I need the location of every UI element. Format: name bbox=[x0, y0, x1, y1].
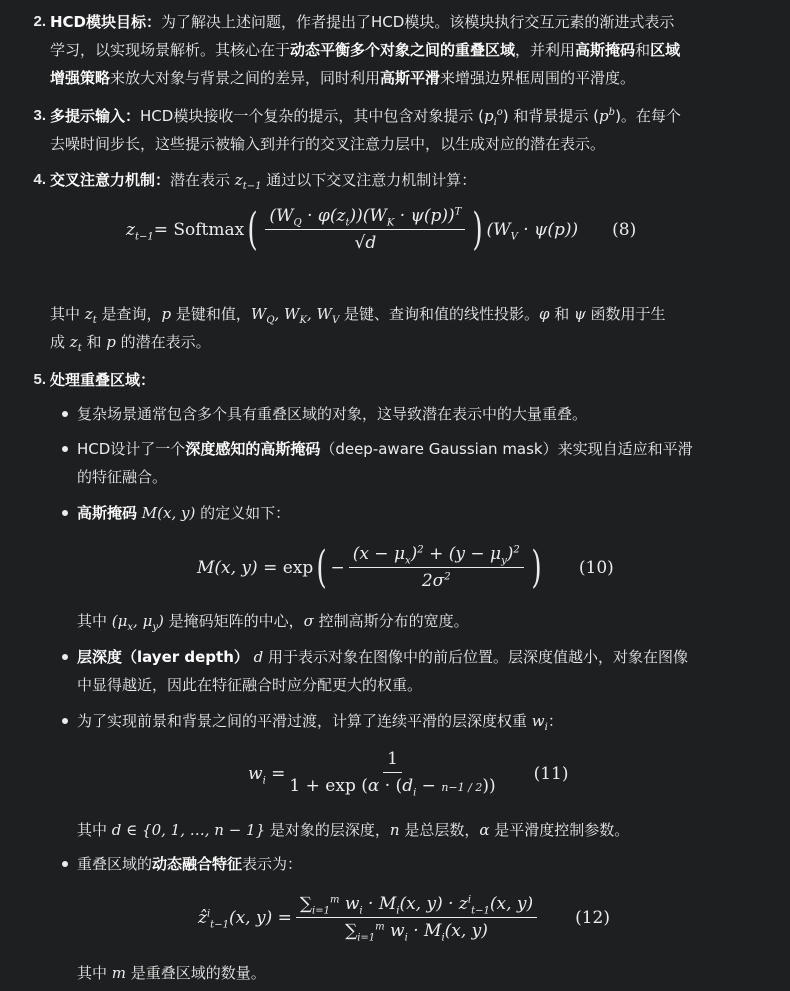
equation-number: (11) bbox=[533, 763, 569, 784]
text: 来放大对象与背景之间的差异，同时利用 bbox=[110, 69, 381, 87]
bold-text: 增强策略 bbox=[50, 69, 111, 87]
bold-text: 区域 bbox=[650, 41, 681, 59]
bullet-icon bbox=[62, 510, 68, 516]
text: 和 bbox=[549, 305, 575, 323]
text: 是键、查询和值的线性投影。 bbox=[339, 305, 539, 323]
bullet-icon bbox=[62, 411, 68, 417]
equation-10 bbox=[197, 543, 614, 592]
bold-text: 动态融合特征 bbox=[152, 855, 243, 873]
eq-tail: $(W_V \cdot \psi(p))$ bbox=[486, 219, 579, 242]
math: ($\mu_x$, $\mu_y$) bbox=[111, 612, 164, 633]
numerator: 1 bbox=[383, 748, 402, 773]
text: HCD模块接收一个复杂的提示，其中包含对象提示 ( bbox=[140, 107, 484, 125]
item-number: 5. bbox=[33, 371, 46, 388]
bullet-icon bbox=[62, 861, 68, 867]
text: 来增强边界框周围的平滑度。 bbox=[440, 69, 636, 87]
item-number: 2. bbox=[33, 13, 46, 30]
math: σ bbox=[303, 612, 314, 630]
text: 和 bbox=[81, 333, 107, 351]
text: 重叠区域的 bbox=[77, 855, 153, 873]
item-title: 交叉注意力机制： bbox=[50, 171, 171, 189]
numerator: $\sum_{i=1}^m$ $w_i \cdot M_i(x$, $y) \cdot z^i_{t-1}(x$, y) bbox=[296, 893, 537, 918]
text: 的定义如下： bbox=[195, 504, 291, 522]
text: 其中 bbox=[50, 305, 85, 323]
denominator: $1 + \exp (\alpha \cdot (d_i - n-1 / 2))$ bbox=[289, 776, 496, 799]
math-object-prompt: $p_i^o$ bbox=[483, 107, 503, 128]
text: 是键和值， bbox=[171, 305, 251, 323]
denominator: $2\sigma^2$ bbox=[421, 571, 451, 591]
minus: − bbox=[330, 557, 345, 578]
math: α bbox=[479, 821, 490, 839]
paren: ( bbox=[247, 203, 258, 255]
equation-number: (10) bbox=[578, 557, 614, 578]
text: 复杂场景通常包含多个具有重叠区域的对象，这导致潜在表示中的大量重叠。 bbox=[77, 405, 588, 423]
math: $w_i$ bbox=[531, 712, 548, 733]
text: 表示为： bbox=[242, 855, 303, 873]
text: ： bbox=[547, 712, 563, 730]
bullet-icon bbox=[62, 654, 68, 660]
item-number: 3. bbox=[33, 107, 46, 124]
equation-12 bbox=[198, 893, 610, 942]
eq-sign: = bbox=[265, 763, 286, 784]
fraction bbox=[289, 748, 495, 799]
eq-lhs: M(x, y) bbox=[197, 557, 258, 578]
text: 成 bbox=[50, 333, 70, 351]
text: 的特征融合。 bbox=[77, 468, 168, 486]
item-title: HCD模块目标： bbox=[50, 13, 162, 31]
bullet-icon bbox=[62, 718, 68, 724]
eq-lhs: $w_i$ bbox=[248, 763, 266, 786]
item-title: 多提示输入： bbox=[50, 107, 141, 125]
math: d bbox=[253, 648, 264, 666]
text: 用于表示对象在图像中的前后位置。层深度值越小，对象在图像 bbox=[263, 648, 689, 666]
text: 潜在表示 bbox=[170, 171, 235, 189]
equation-number: (12) bbox=[575, 907, 611, 928]
text: 是总层数， bbox=[399, 821, 480, 839]
denominator: √d bbox=[354, 233, 377, 253]
text: 通过以下交叉注意力机制计算： bbox=[261, 171, 477, 189]
bold-text: 层深度（layer depth） bbox=[77, 648, 249, 666]
text: 是查询， bbox=[96, 305, 162, 323]
paren: ) bbox=[472, 203, 484, 255]
math: p bbox=[106, 333, 116, 351]
eq-lhs: ẑ$^i_{t-1}$(x, y) bbox=[198, 907, 273, 930]
text: 去噪时间步长，这些提示被输入到并行的交叉注意力层中，以生成对应的潜在表示。 bbox=[50, 135, 606, 153]
numerator: $(W_Q \cdot \varphi(z_t))(W_K \cdot \psi(p))^T$ bbox=[265, 205, 465, 230]
bullet-icon bbox=[62, 446, 68, 452]
paren: ) bbox=[531, 541, 542, 593]
text: ，并利用 bbox=[515, 41, 576, 59]
text: 为了解决上述问题，作者提出了HCD模块。该模块执行交互元素的渐进式表示 bbox=[161, 13, 675, 31]
text: 的潜在表示。 bbox=[115, 333, 211, 351]
bold-text: 高斯平滑 bbox=[380, 69, 441, 87]
text: 是对象的层深度， bbox=[265, 821, 390, 839]
equation-number: (8) bbox=[612, 219, 637, 240]
text: 是平滑度控制参数。 bbox=[489, 821, 630, 839]
eq-exp: = exp bbox=[257, 557, 314, 578]
text: 和 bbox=[635, 41, 651, 59]
text: （deep-aware Gaussian mask）来实现自适应和平滑 bbox=[320, 440, 693, 458]
math: φ bbox=[538, 305, 550, 323]
fraction bbox=[296, 893, 537, 942]
paren: ( bbox=[316, 541, 328, 593]
bold-text: 深度感知的高斯掩码 bbox=[185, 440, 321, 458]
text: 函数用于生 bbox=[585, 305, 666, 323]
text: 是掩码矩阵的中心， bbox=[163, 612, 304, 630]
text: 其中 bbox=[77, 612, 112, 630]
text: ) 和背景提示 ( bbox=[502, 107, 600, 125]
text: )。在每个 bbox=[615, 107, 681, 125]
math-background-prompt: $p^b$ bbox=[599, 107, 616, 125]
equation-8 bbox=[126, 205, 636, 254]
text: 中显得越近，因此在特征融合时应分配更大的权重。 bbox=[77, 676, 423, 694]
equation-11 bbox=[248, 748, 569, 799]
text: HCD设计了一个 bbox=[77, 440, 186, 458]
math: p bbox=[161, 305, 172, 323]
bold-text: 动态平衡多个对象之间的重叠区域 bbox=[290, 41, 516, 59]
math: $W_Q$, $W_K$, $W_V$ bbox=[250, 305, 340, 326]
fraction bbox=[349, 543, 524, 592]
text: 学习，以实现场景解析。其核心在于 bbox=[50, 41, 291, 59]
eq-lhs: $z_{t-1}$ bbox=[126, 219, 154, 242]
math: d ∈ {0, 1, …, n − 1} bbox=[111, 821, 266, 839]
text: 其中 bbox=[77, 964, 112, 982]
math: $z_t$ bbox=[84, 305, 97, 326]
fraction bbox=[265, 205, 465, 254]
numerator: $(x - \mu_x)^2 + (y - \mu_y)^2$ bbox=[349, 543, 524, 568]
bold-text: 高斯掩码 bbox=[77, 504, 138, 522]
math: M(x, y) bbox=[141, 504, 196, 522]
math: m bbox=[111, 964, 127, 982]
text: 为了实现前景和背景之间的平滑过渡，计算了连续平滑的层深度权重 bbox=[77, 712, 532, 730]
bold-text: 高斯掩码 bbox=[575, 41, 636, 59]
item-title: 处理重叠区域： bbox=[50, 371, 156, 389]
eq-softmax: = Softmax bbox=[153, 219, 245, 240]
text: 控制高斯分布的宽度。 bbox=[313, 612, 469, 630]
item-number: 4. bbox=[33, 171, 46, 188]
math: n bbox=[389, 821, 400, 839]
eq-sign: = bbox=[272, 907, 292, 928]
math: ψ bbox=[574, 305, 586, 323]
math-z-t-1: $z_{t-1}$ bbox=[234, 171, 262, 192]
text: 其中 bbox=[77, 821, 112, 839]
denominator: $\sum_{i=1}^m$ $w_i \cdot M_i(x$, y) bbox=[345, 921, 488, 944]
math: $z_t$ bbox=[69, 333, 82, 354]
text: 是重叠区域的数量。 bbox=[126, 964, 266, 982]
